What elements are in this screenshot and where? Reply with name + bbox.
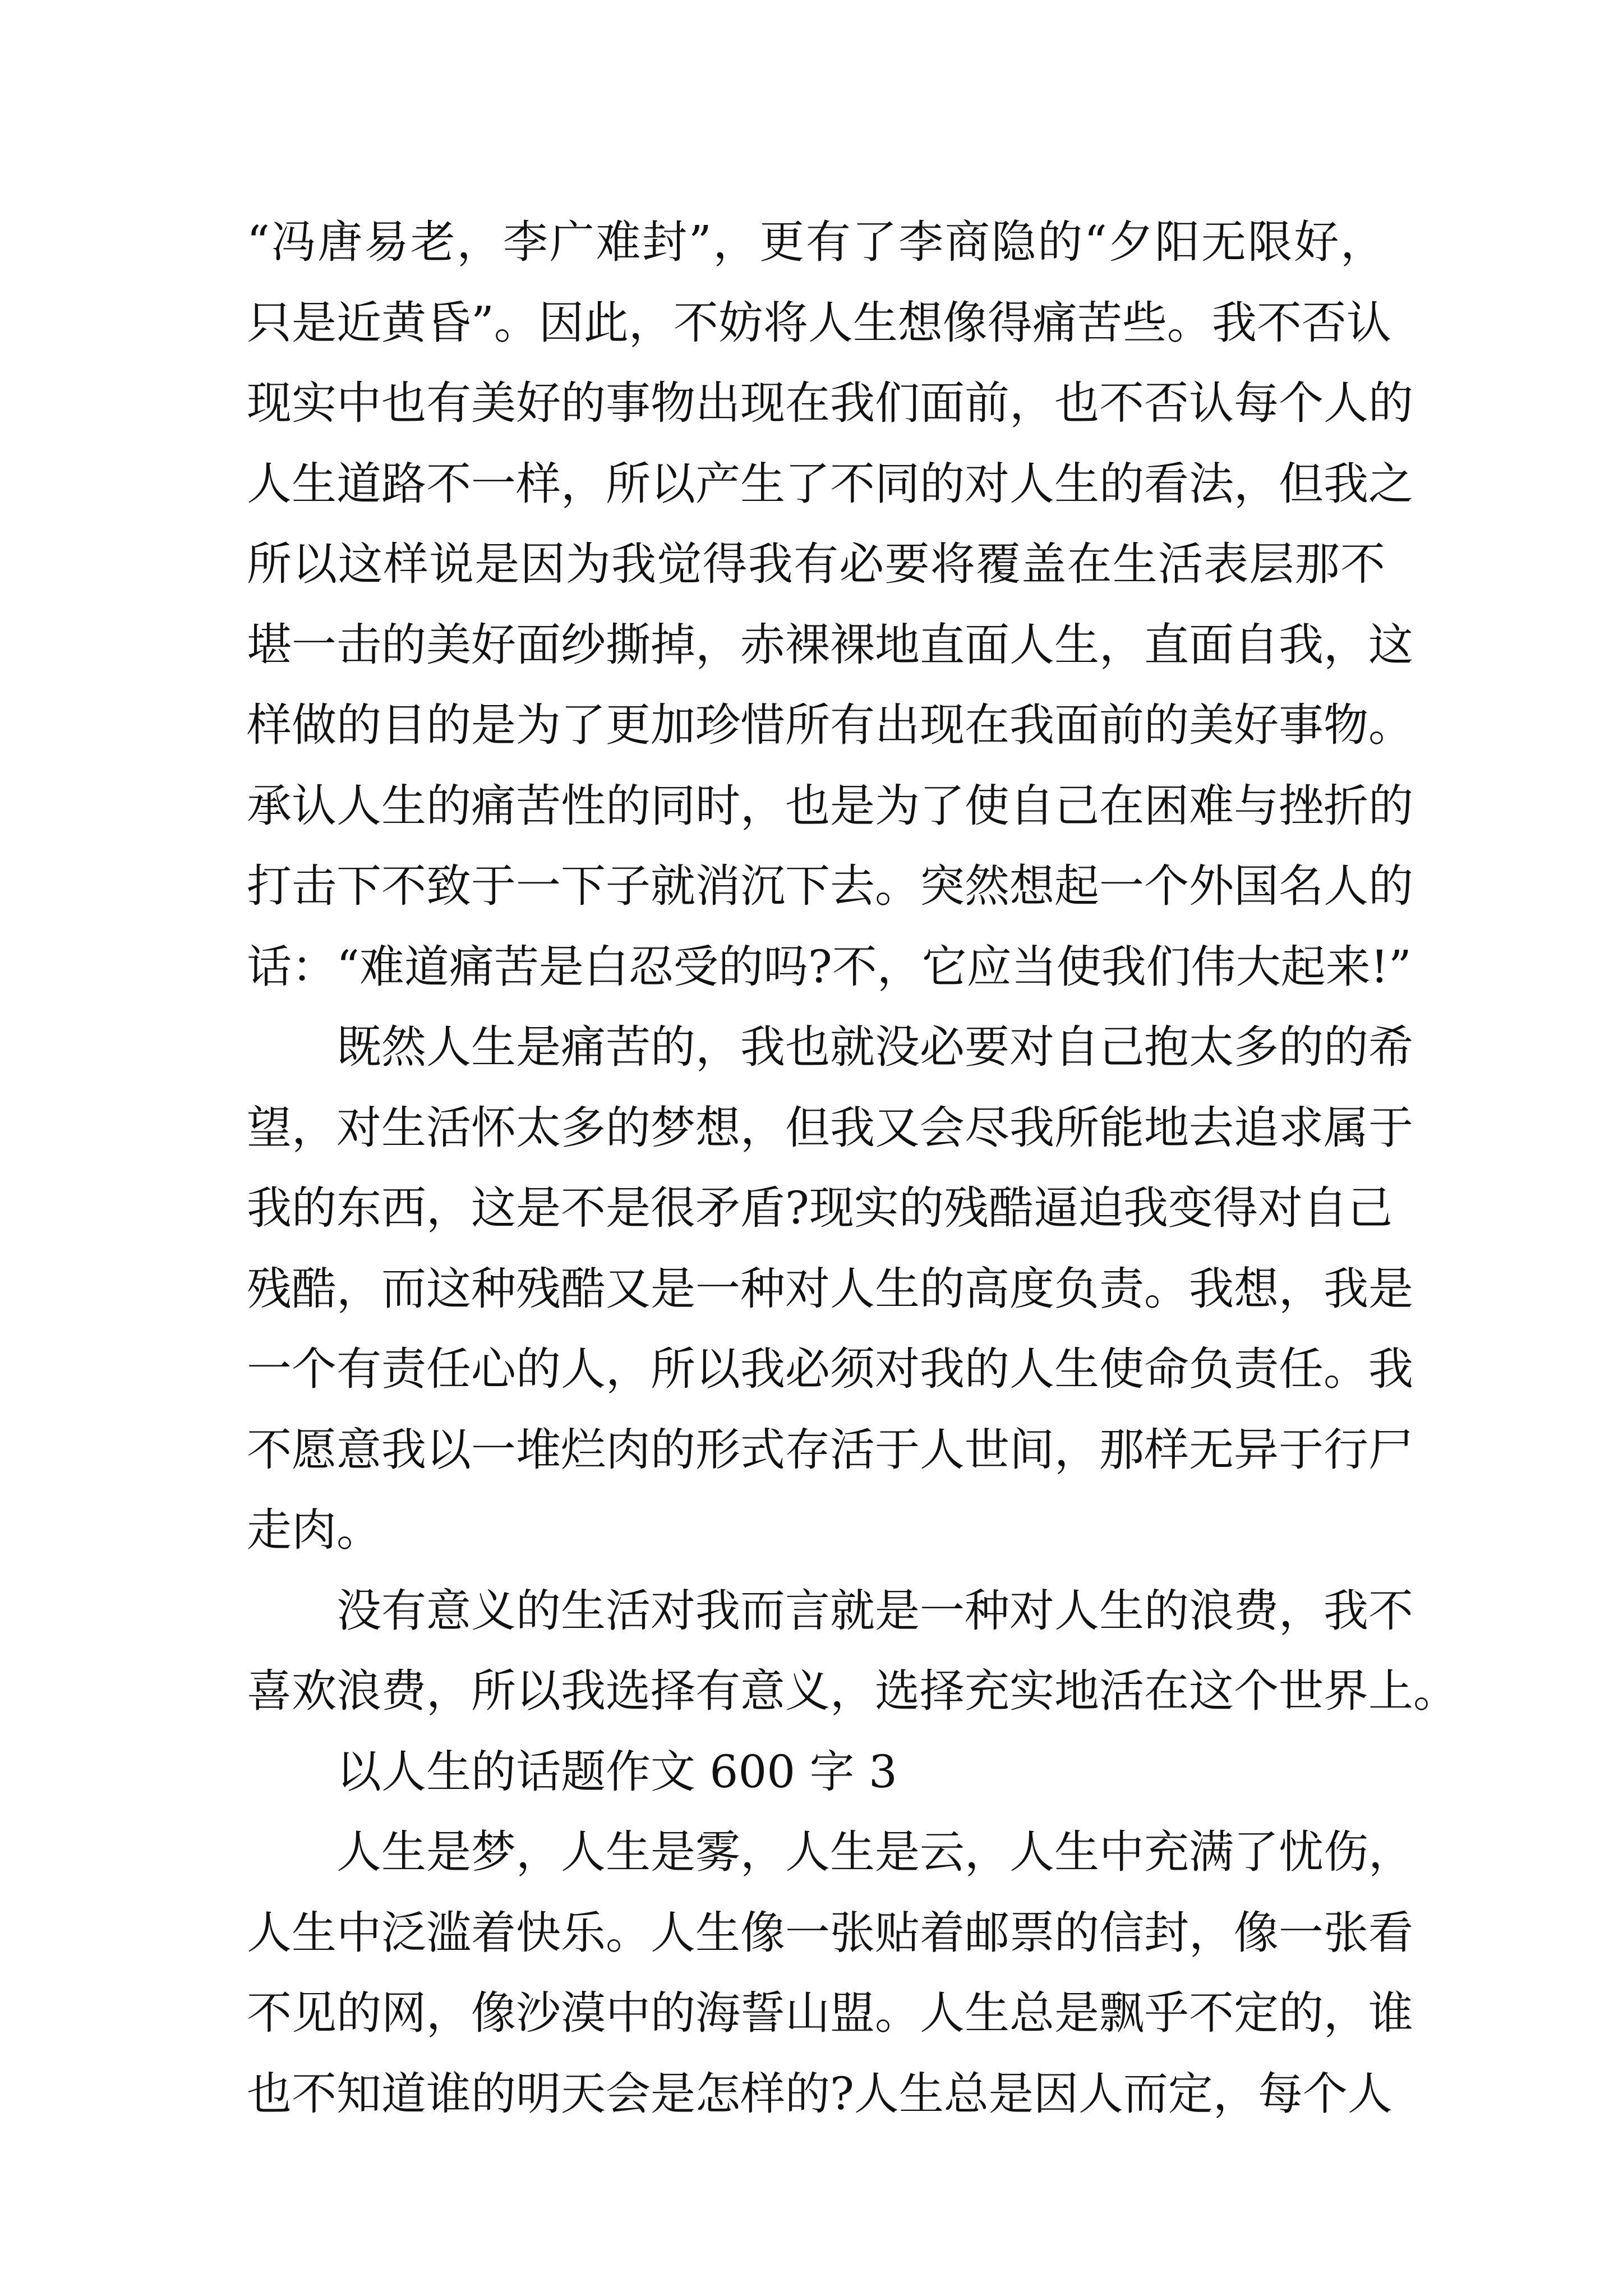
paragraph (247, 1812, 1413, 2134)
text-line: 也不知道谁的明天会是怎样的?人生总是因人而定，每个人 (247, 2067, 1393, 2120)
text-line: 不见的网，像沙漠中的海誓山盟。人生总是飘乎不定的，谁 (247, 1987, 1413, 2039)
paragraph (247, 1571, 1458, 1732)
text-line: 人生中泛滥着快乐。人生像一张贴着邮票的信封，像一张看 (247, 1906, 1413, 1959)
text-line: 没有意义的生活对我而言就是一种对人生的浪费，我不 (336, 1584, 1413, 1637)
text-line: 人生是梦，人生是雾，人生是云，人生中充满了忧伤， (336, 1826, 1413, 1878)
text-line: 望，对生活怀太多的梦想，但我又会尽我所能地去追求属于 (247, 1101, 1413, 1154)
text-line: 话：“难道痛苦是白忍受的吗?不，它应当使我们伟大起来!” (247, 940, 1412, 993)
text-line: 不愿意我以一堆烂肉的形式存活于人世间，那样无异于行尸 (247, 1423, 1413, 1476)
text-line: 既然人生是痛苦的，我也就没必要对自己抱太多的的希 (336, 1021, 1413, 1073)
text-line: 人生道路不一样，所以产生了不同的对人生的看法，但我之 (247, 457, 1413, 510)
text-line: 只是近黄昏”。因此，不妨将人生想像得痛苦些。我不否认 (247, 296, 1391, 349)
paragraph (247, 1007, 1413, 1571)
text-line: 现实中也有美好的事物出现在我们面前，也不否认每个人的 (247, 377, 1413, 429)
heading-text: 以人生的话题作文 600 字 3 (336, 1745, 897, 1798)
text-line: 喜欢浪费，所以我选择有意义，选择充实地活在这个世界上。 (247, 1665, 1458, 1717)
text-line: 打击下不致于一下子就消沉下去。突然想起一个外国名人的 (247, 860, 1413, 912)
paragraph (247, 202, 1413, 1007)
text-line: 样做的目的是为了更加珍惜所有出现在我面前的美好事物。 (247, 699, 1413, 751)
text-line: 我的东西，这是不是很矛盾?现实的残酷逼迫我变得对自己 (247, 1182, 1393, 1234)
text-line: “冯唐易老，李广难封”，更有了李商隐的“夕阳无限好， (247, 216, 1385, 268)
text-line: 一个有责任心的人，所以我必须对我的人生使命负责任。我 (247, 1343, 1413, 1395)
text-line: 承认人生的痛苦性的同时，也是为了使自己在困难与挫折的 (247, 779, 1413, 832)
text-line: 残酷，而这种残酷又是一种对人生的高度负责。我想，我是 (247, 1262, 1413, 1315)
text-line: 所以这样说是因为我觉得我有必要将覆盖在生活表层那不 (247, 538, 1385, 590)
text-line: 堪一击的美好面纱撕掉，赤裸裸地直面人生，直面自我，这 (247, 618, 1413, 671)
section-heading (247, 1732, 1385, 1812)
document-body (247, 202, 1458, 2134)
text-line: 走肉。 (247, 1504, 381, 1556)
